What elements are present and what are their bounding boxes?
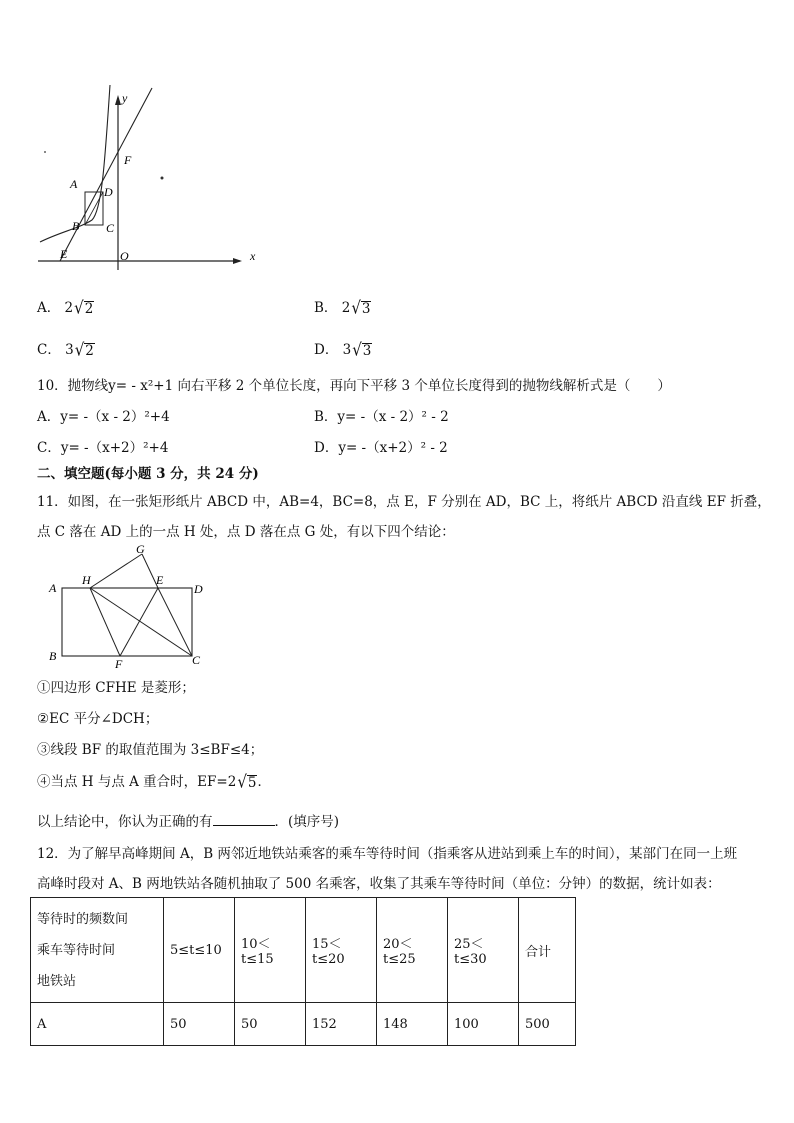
q11-line2: 点 C 落在 AD 上的一点 H 处，点 D 落在点 G 处，有以下四个结论：: [37, 524, 455, 540]
option-letter: C．: [37, 342, 61, 358]
table-cell: 100: [448, 1003, 519, 1046]
prompt-text: 以上结论中，你认为正确的有: [37, 814, 213, 830]
column-header: 合计: [519, 898, 576, 1003]
column-header: 25＜t≤30: [448, 898, 519, 1003]
label-y: y: [122, 91, 128, 105]
label-a: A: [70, 177, 78, 191]
q10-option-a: A．y= -（x - 2）²+4: [37, 409, 170, 425]
q9-option-d: [314, 338, 372, 361]
line-ef: [60, 88, 152, 261]
rect-abcd: [62, 588, 192, 656]
table-cell: 500: [519, 1003, 576, 1046]
frequency-table: [30, 897, 576, 1046]
q11-conclusion-3: ③线段 BF 的取值范围为 3≤BF≤4；: [37, 742, 264, 758]
coefficient: 2: [64, 300, 74, 316]
label-a: A: [49, 581, 57, 595]
dot-mark: [44, 151, 46, 153]
column-header: 5≤t≤10: [164, 898, 235, 1003]
radical: [65, 339, 95, 361]
segment-hg: [90, 554, 142, 588]
q12-line2: 高峰时段对 A、B 两地铁站各随机抽取了 500 名乘客，收集了其乘车等待时间（单位：分钟）的数据，统计如表：: [37, 876, 721, 892]
label-d: D: [194, 582, 203, 596]
q11-line1: 11．如图，在一张矩形纸片 ABCD 中，AB=4，BC=8，点 E，F 分别在 AD，BC 上，将纸片 ABCD 沿直线 EF 折叠，: [37, 494, 771, 510]
table-header-row: [31, 898, 576, 1003]
header-line: 等待时的频数间: [37, 911, 129, 927]
q10-option-d: D．y= -（x+2）² - 2: [314, 440, 448, 456]
radicand: 2: [84, 300, 94, 317]
conclusion-4-text: ④当点 H 与点 A 重合时，EF=: [37, 774, 228, 790]
q10-option-b: B．y= -（x - 2）² - 2: [314, 409, 449, 425]
table-row: [31, 1003, 576, 1046]
radical: [341, 297, 372, 319]
radical: [342, 339, 373, 361]
label-o: O: [120, 249, 129, 263]
label-e: E: [156, 573, 164, 587]
table-cell: 152: [306, 1003, 377, 1046]
label-f: F: [124, 153, 132, 167]
label-d: D: [104, 185, 113, 199]
radical: [227, 771, 258, 793]
header-line: 乘车等待时间: [37, 942, 116, 958]
radical: [64, 297, 95, 319]
q10-stem: 10．抛物线y= - x²+1 向右平移 2 个单位长度，再向下平移 3 个单位长度得到的抛物线解析式是（ ）: [37, 378, 671, 394]
label-c: C: [106, 221, 115, 235]
q11-conclusion-4: [37, 770, 271, 793]
header-corner-cell: [31, 898, 164, 1003]
segment-ef: [120, 588, 158, 656]
column-header: 10＜t≤15: [235, 898, 306, 1003]
q9-option-c: [37, 338, 95, 361]
table-cell: 148: [377, 1003, 448, 1046]
option-letter: B．: [314, 300, 338, 316]
x-axis-arrow: [233, 258, 242, 264]
table-cell: 50: [164, 1003, 235, 1046]
sqrt-sign: √: [352, 339, 362, 361]
label-e: E: [60, 247, 68, 261]
answer-blank[interactable]: [213, 813, 275, 826]
sqrt-sign: √: [74, 297, 84, 319]
table-cell: 50: [235, 1003, 306, 1046]
radicand: 5: [247, 774, 257, 791]
q9-option-a: [37, 296, 94, 319]
q11-figure: [44, 542, 214, 672]
column-header: 20＜t≤25: [377, 898, 448, 1003]
q9-option-b: [314, 296, 371, 319]
q11-conclusion-2: ②EC 平分∠DCH；: [37, 711, 159, 727]
header-line: 地铁站: [37, 973, 77, 989]
label-x: x: [250, 249, 256, 263]
label-g: G: [136, 542, 145, 556]
radicand: 3: [361, 300, 371, 317]
option-letter: A．: [37, 300, 61, 316]
column-header: 15＜t≤20: [306, 898, 377, 1003]
sqrt-sign: √: [351, 297, 361, 319]
label-c: C: [192, 653, 201, 667]
label-b: B: [72, 219, 80, 233]
label-h: H: [82, 573, 91, 587]
dot-mark: [161, 177, 164, 180]
q10-option-c: C．y= -（x+2）²+4: [37, 440, 169, 456]
sqrt-sign: √: [74, 339, 85, 361]
q11-answer-prompt: [37, 810, 339, 830]
q11-conclusion-1: ①四边形 CFHE 是菱形；: [37, 680, 195, 696]
coefficient: 3: [65, 342, 74, 358]
radicand: 3: [362, 342, 372, 359]
coefficient: 2: [341, 300, 351, 316]
prompt-suffix: ．(填序号): [274, 814, 340, 830]
radicand: 2: [85, 342, 94, 359]
segment-ec: [158, 588, 192, 656]
sqrt-sign: √: [237, 771, 247, 793]
q9-figure: [30, 80, 270, 280]
option-letter: D．: [314, 342, 339, 358]
coefficient: 2: [227, 774, 237, 790]
label-f: F: [115, 657, 123, 671]
conclusion-4-suffix: ．: [257, 774, 271, 790]
section-title: 二、填空题(每小题 3 分，共 24 分): [37, 466, 259, 482]
q12-line1: 12．为了解早高峰期间 A，B 两邻近地铁站乘客的乘车等待时间（指乘客从进站到乘上车的时间），某部门在同一上班: [37, 846, 738, 862]
coefficient: 3: [342, 342, 352, 358]
label-b: B: [49, 649, 57, 663]
y-axis-arrow: [115, 95, 121, 105]
station-cell: A: [31, 1003, 164, 1046]
